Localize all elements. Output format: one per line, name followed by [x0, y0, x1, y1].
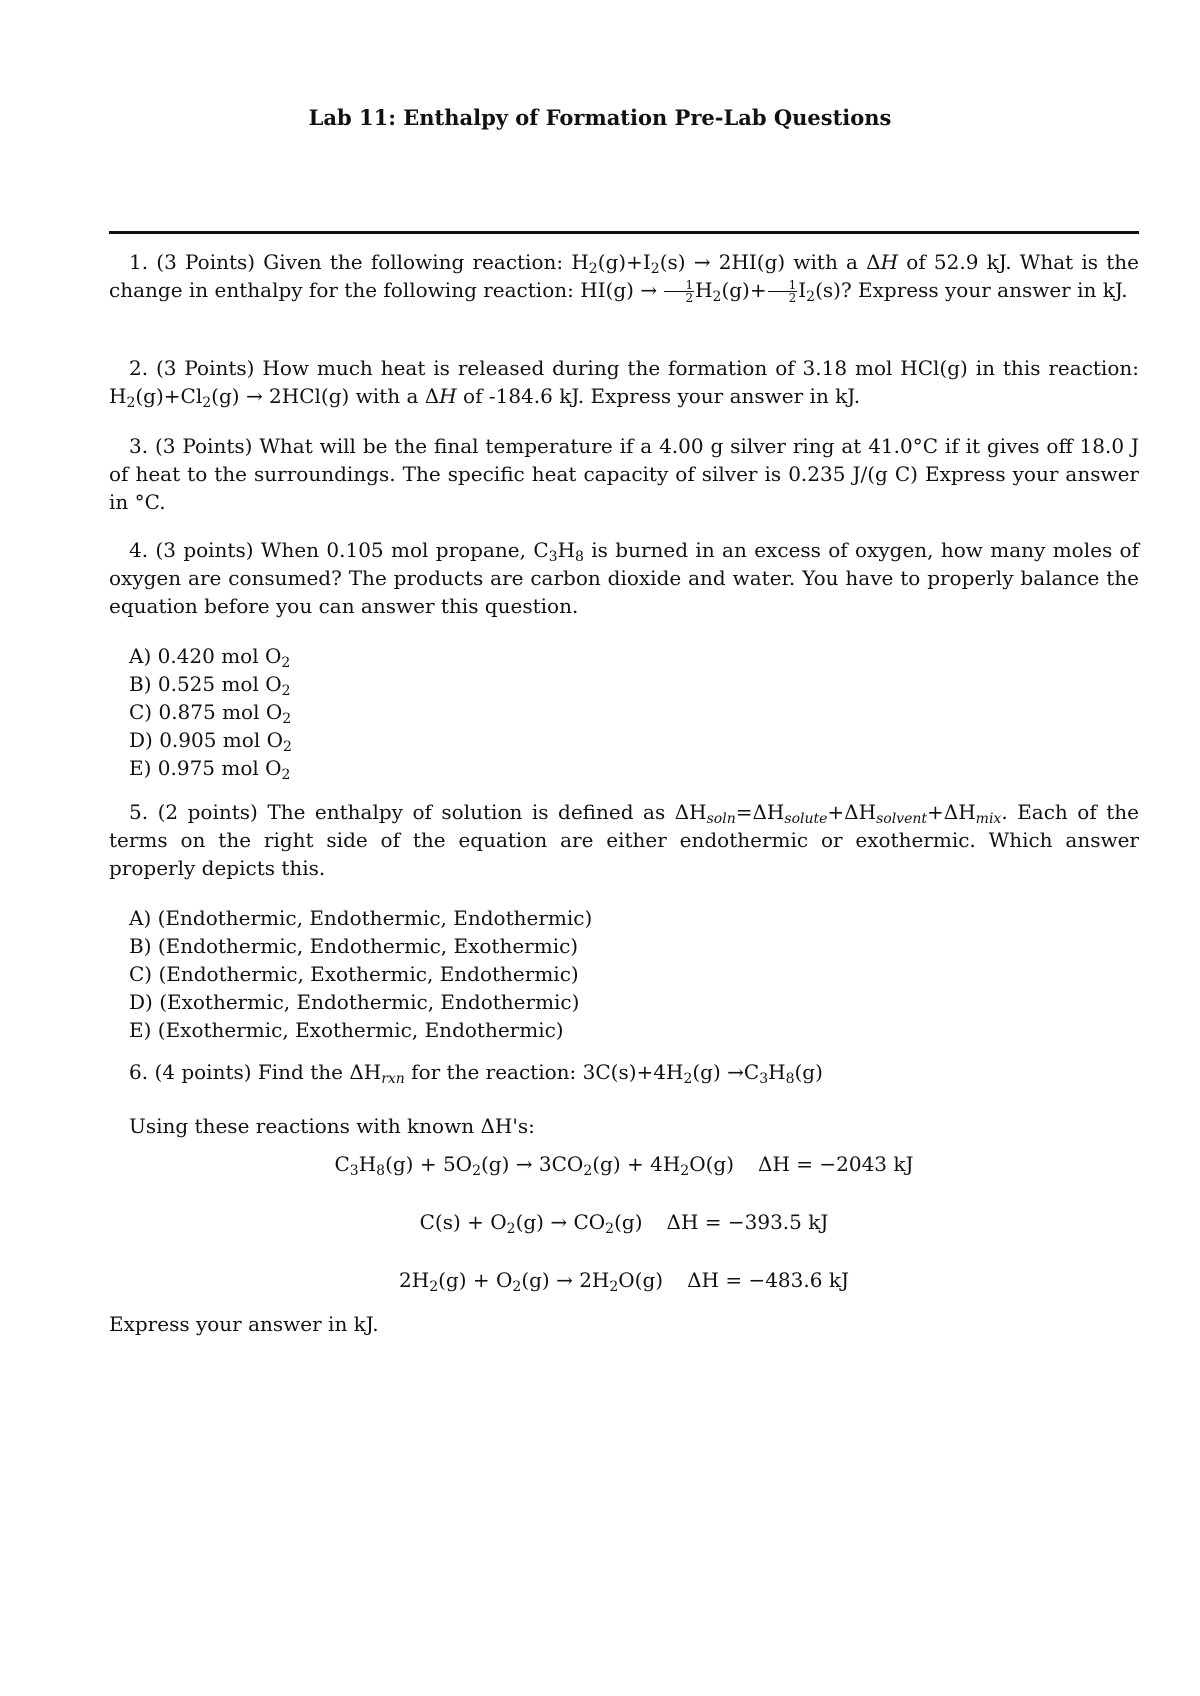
q4-option-d: D) 0.905 mol $O_2$ [129, 728, 292, 755]
q4-options [129, 642, 1129, 782]
q5-option-e: E) (Exothermic, Exothermic, Endothermic) [129, 1018, 564, 1042]
fraction-half: $\frac{1}{2}$ [664, 279, 694, 304]
q6-express-text: Express your answer in kJ. [109, 1312, 379, 1336]
q1-lead: 1. (3 Points) Given the following reaction: [129, 250, 572, 274]
question-4: 4. (3 points) When 0.105 mol propane, $C_3H_8$ is burned in an excess of oxygen, how many moles of oxygen are consumed? The products are carbon dioxide and water. You have to properly balance the equation before you can answer this question. [109, 538, 1140, 618]
page-title: Lab 11: Enthalpy of Formation Pre-Lab Questions [308, 105, 892, 130]
horizontal-rule [109, 231, 1139, 234]
q4-option-c: C) 0.875 mol $O_2$ [129, 700, 292, 727]
question-6: 6. (4 points) Find the $\Delta H_{rxn}$ for the reaction: $3C(s)+4H_2(g) \to C_3H_8(g)$ [129, 1060, 823, 1087]
fraction-half: $\frac{1}{2}$ [768, 279, 798, 304]
q5-option-a: A) (Endothermic, Endothermic, Endothermic) [129, 906, 593, 930]
question-3: 3. (3 Points) What will be the final temperature if a 4.00 g silver ring at 41.0°C if it gives off 18.0 J of heat to the surroundings. The specific heat capacity of silver is 0.235 J/(g C) Express your answer in °C. [109, 434, 1139, 514]
equation-3: $2H_2(g) + O_2(g) \to 2H_2O(g) \Delta H = -483.6$ kJ [399, 1268, 849, 1295]
q5-option-c: C) (Endothermic, Exothermic, Endothermic) [129, 962, 579, 986]
equation-2: $C(s) + O_2(g) \to CO_2(g) \Delta H = -393.5$ kJ [419, 1210, 829, 1237]
q5-option-d: D) (Exothermic, Endothermic, Endothermic) [129, 990, 580, 1014]
q6-using-text: Using these reactions with known ΔH's: [129, 1114, 535, 1138]
q5-options [129, 904, 1129, 1044]
question-2: 2. (3 Points) How much heat is released during the formation of 3.18 mol HCl(g) in this reaction: $H_2(g)+Cl_2(g) \to 2HCl(g)$ with a ΔH of -184.6 kJ. Express your answer in kJ. [109, 356, 1139, 411]
q4-option-b: B) 0.525 mol $O_2$ [129, 672, 291, 699]
q4-option-e: E) 0.975 mol $O_2$ [129, 756, 291, 783]
q4-option-a: A) 0.420 mol $O_2$ [129, 644, 291, 671]
q5-option-b: B) (Endothermic, Endothermic, Exothermic) [129, 934, 579, 958]
question-5: 5. (2 points) The enthalpy of solution is defined as $\Delta H_{soln}=\Delta H_{solute}+\Delta H_{solvent}+\Delta H_{mix}$. Each of the terms on the right side of the equation are either endothermic or exothermic. Which answer properly depicts this. [109, 800, 1140, 880]
equation-1: $C_3H_8(g) + 5O_2(g) \to 3CO_2(g) + 4H_2O(g) \Delta H = -2043$ kJ [334, 1152, 914, 1179]
question-1: 1. (3 Points) Given the following reaction: $H_2(g)+I_2(s) \to 2HI(g)$ with a ΔH of 52.9 kJ. What is the change in enthalpy for the following reaction: HI(g) → $\frac{1}{2}$ $H_2(g)+$ $\frac{1}{2}$ $I_2(s)$? Express your answer in kJ. [109, 250, 1140, 305]
